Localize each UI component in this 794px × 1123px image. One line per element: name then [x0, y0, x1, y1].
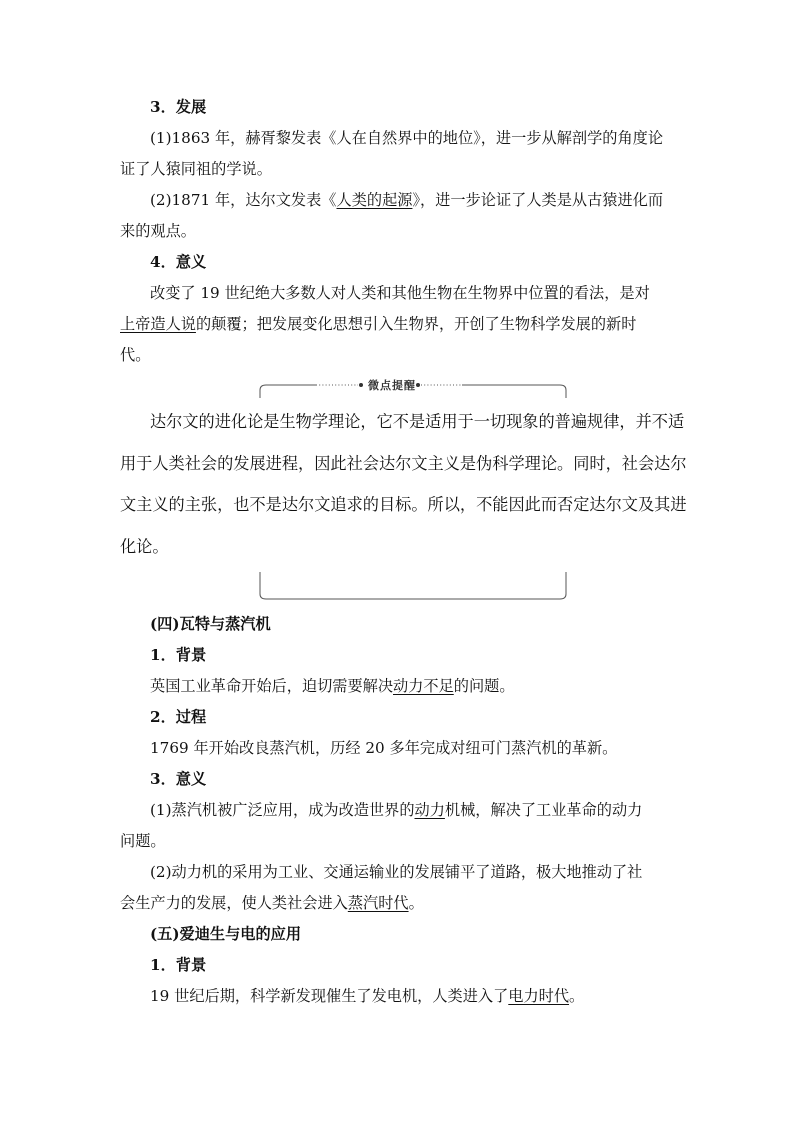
- key-term: 上帝造人说: [120, 315, 196, 333]
- tip-label: 微点提醒: [368, 379, 416, 392]
- paragraph-line: 1769 年开始改良蒸汽机，历经 20 多年完成对纽可门蒸汽机的革新。: [150, 739, 618, 757]
- tip-text-line: 用于人类社会的发展进程，因此社会达尔文主义是伪科学理论。同时，社会达尔: [120, 454, 687, 473]
- paragraph-line: [150, 676, 515, 696]
- paragraph-line: 证了人猿同祖的学说。: [120, 160, 272, 178]
- tip-text-line: 文主义的主张，也不是达尔文追求的目标。所以，不能因此而否定达尔文及其进: [120, 495, 687, 514]
- subsection-title: (五)爱迪生与电的应用: [150, 925, 302, 943]
- tip-text-line: 达尔文的进化论是生物学理论，它不是适用于一切现象的普遍规律，并不适: [150, 412, 685, 431]
- text-span: 19 世纪后期，科学新发现催生了发电机，人类进入了: [150, 987, 509, 1005]
- paragraph-line: 问题。: [120, 832, 166, 850]
- section-heading: 1．背景: [150, 646, 207, 664]
- key-term: 蒸汽时代: [347, 894, 409, 912]
- text-span: 。: [569, 987, 585, 1005]
- text-span: 英国工业革命开始后，迫切需要解决: [150, 677, 393, 695]
- key-term: 人类的起源: [336, 191, 413, 209]
- paragraph-line: [150, 190, 663, 210]
- section-heading: 3．意义: [150, 770, 207, 788]
- section-heading: 3．发展: [150, 98, 207, 116]
- paragraph-line: [150, 800, 642, 820]
- text-span: 机械，解决了工业革命的动力: [444, 801, 643, 819]
- paragraph-line: 代。: [120, 346, 151, 364]
- paragraph-line: 来的观点。: [120, 222, 196, 240]
- tip-box-bottom-border: [120, 570, 675, 602]
- paragraph-line: [120, 893, 424, 913]
- text-span: (1)蒸汽机被广泛应用，成为改造世界的: [150, 801, 415, 819]
- text-span: 的问题。: [453, 677, 515, 695]
- paragraph-line: 改变了 19 世纪绝大多数人对人类和其他生物在生物界中位置的看法，是对: [150, 284, 650, 302]
- text-span: 》，进一步论证了人类是从古猿进化而: [412, 191, 664, 209]
- key-term: 动力: [414, 801, 445, 819]
- key-term: 电力时代: [508, 987, 570, 1005]
- text-span: 会生产力的发展，使人类社会进入: [120, 894, 348, 912]
- text-span: 。: [408, 894, 424, 912]
- text-span: (2)1871 年，达尔文发表《: [150, 191, 337, 209]
- section-heading: 4．意义: [150, 253, 207, 271]
- tip-text-line: 化论。: [120, 537, 169, 556]
- paragraph-line: (2)动力机的采用为工业、交通运输业的发展铺平了道路，极大地推动了社: [150, 863, 643, 881]
- section-heading: 1．背景: [150, 956, 207, 974]
- text-span: 的颠覆；把发展变化思想引入生物界，开创了生物科学发展的新时: [195, 315, 637, 333]
- paragraph-line: (1)1863 年，赫胥黎发表《人在自然界中的地位》，进一步从解剖学的角度论: [150, 129, 664, 147]
- subsection-title: (四)瓦特与蒸汽机: [150, 615, 271, 633]
- paragraph-line: [150, 986, 584, 1006]
- key-term: 动力不足: [393, 677, 454, 695]
- section-heading: 2．过程: [150, 708, 207, 726]
- paragraph-line: [120, 314, 636, 334]
